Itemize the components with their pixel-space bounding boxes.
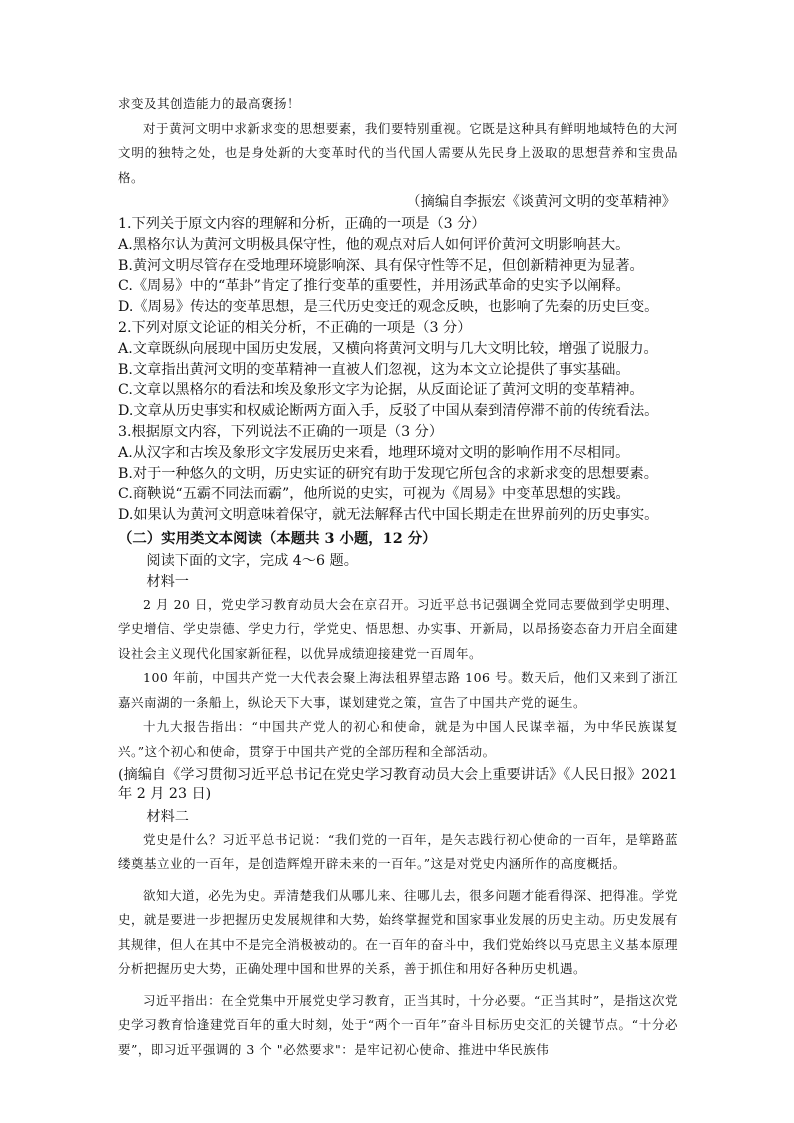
question-stem: 3.根据原文内容，下列说法不正确的一项是（3 分） — [118, 423, 444, 440]
option-a: A.黑格尔认为黄河文明极具保守性，他的观点对后人如何评价黄河文明影响甚大。 — [118, 236, 630, 253]
material-1-paragraph: 2 月 20 日，党史学习教育动员大会在京召开。习近平总书记强调全党同志要做到学史明理、学史增信、学史崇德、学史力行，学党史、悟思想、办实事、开新局，以昂扬姿态奋力开启全面建设社会主义现代化国家新征程，以优异成绩迎接建党一百周年。 — [118, 596, 678, 661]
question-stem: 1.下列关于原文内容的理解和分析，正确的一项是（3 分） — [118, 216, 486, 232]
material-2-paragraph: 欲知大道，必先为史。弄清楚我们从哪儿来、往哪儿去，很多问题才能看得深、把得准。学党史，就是要进一步把握历史发展规律和大势，始终掌握党和国家事业发展的历史主动。历史发展有其规律，但人在其中不是完全消极被动的。在一百年的奋斗中，我们党始终以马克思主义基本原理分析把握历史大势，正确处理中国和世界的关系，善于抓住和用好各种历史机遇。 — [118, 887, 678, 977]
question-3 — [118, 422, 678, 526]
option-a: A.从汉字和古埃及象形文字发展历史来看，地理环境对文明的影响作用不尽相同。 — [118, 444, 630, 461]
option-c: C.商鞅说“五霸不同法而霸”，他所说的史实，可视为《周易》中变革思想的实践。 — [118, 486, 630, 503]
passage-paragraph-tail: 求变及其创造能力的最高褒扬！ — [118, 96, 301, 111]
option-d: D.如果认为黄河文明意味着保守，就无法解释古代中国长期走在世界前列的历史事实。 — [118, 507, 659, 524]
passage-source: （摘编自李振宏《谈黄河文明的变革精神》 — [406, 194, 676, 210]
material-1-paragraph: 100 年前，中国共产党一大代表会聚上海法租界望志路 106 号。数天后，他们又来到了浙江嘉兴南湖的一条船上，纵论天下大事，谋划建党之策，宣告了中国共产党的诞生。 — [118, 670, 678, 710]
section-heading: （二）实用类文本阅读（本题共 3 小题，12 分） — [118, 529, 437, 547]
option-c: C.《周易》中的“革卦”肯定了推行变革的重要性，并用汤武革命的史实予以阐释。 — [118, 278, 630, 295]
section-instruction: 阅读下面的文字，完成 4～6 题。 — [146, 552, 358, 569]
paragraph-gap — [118, 877, 678, 884]
material-2-title: 材料二 — [146, 809, 189, 826]
question-1 — [118, 214, 678, 318]
passage-paragraph: 对于黄河文明中求新求变的思想要素，我们要特别重视。它既是这种具有鲜明地域特色的大河文明的独特之处，也是身处新的大变革时代的当代国人需要从先民身上汲取的思想营养和宝贵品格。 — [118, 120, 678, 185]
option-b: B.对于一种悠久的文明，历史实证的研究有助于发现它所包含的求新求变的思想要素。 — [118, 465, 658, 482]
page-content — [118, 92, 678, 1062]
question-stem: 2.下列对原文论证的相关分析，不正确的一项是（3 分） — [118, 319, 472, 336]
material-2-paragraph: 习近平指出：在全党集中开展党史学习教育，正当其时，十分必要。“正当其时”，是指这次党史学习教育恰逢建党百年的重大时刻，处于“两个一百年”奋斗目标历史交汇的关键节点。“十分必要”，即习近平强调的 3 个 "必然要求"：是牢记初心使命、推进中华民族伟 — [118, 992, 678, 1057]
option-b: B.黄河文明尽管存在受地理环境影响深、具有保守性等不足，但创新精神更为显著。 — [118, 257, 644, 274]
material-2-paragraph: 党史是什么？习近平总书记说：“我们党的一百年，是矢志践行初心使命的一百年，是筚路蓝缕奠基立业的一百年，是创造辉煌开辟未来的一百年。”这是对党史内涵所作的高度概括。 — [118, 831, 678, 872]
material-1-paragraph: 十九大报告指出：“中国共产党人的初心和使命，就是为中国人民谋幸福，为中华民族谋复兴。”这个初心和使命，贯穿于中国共产党的全部历程和全部活动。 — [118, 719, 678, 759]
material-1-title: 材料一 — [146, 573, 189, 590]
paragraph-gap — [118, 982, 678, 989]
option-c: C.文章以黑格尔的看法和埃及象形文字为论据，从反面论证了黄河文明的变革精神。 — [118, 382, 644, 399]
option-d: D.文章从历史事实和权威论断两方面入手，反驳了中国从秦到清停滞不前的传统看法。 — [118, 403, 659, 420]
option-b: B.文章指出黄河文明的变革精神一直被人们忽视，这为本文立论提供了事实基础。 — [118, 361, 630, 378]
option-a: A.文章既纵向展现中国历史发展，又横向将黄河文明与几大文明比较，增强了说服力。 — [118, 340, 658, 357]
option-d: D.《周易》传达的变革思想，是三代历史变迁的观念反映，也影响了先秦的历史巨变。 — [118, 299, 659, 316]
material-1-source: (摘编自《学习贯彻习近平总书记在党史学习教育动员大会上重要讲话》《人民日报》2021 年 2 月 23 日) — [118, 767, 678, 803]
question-2 — [118, 318, 678, 422]
